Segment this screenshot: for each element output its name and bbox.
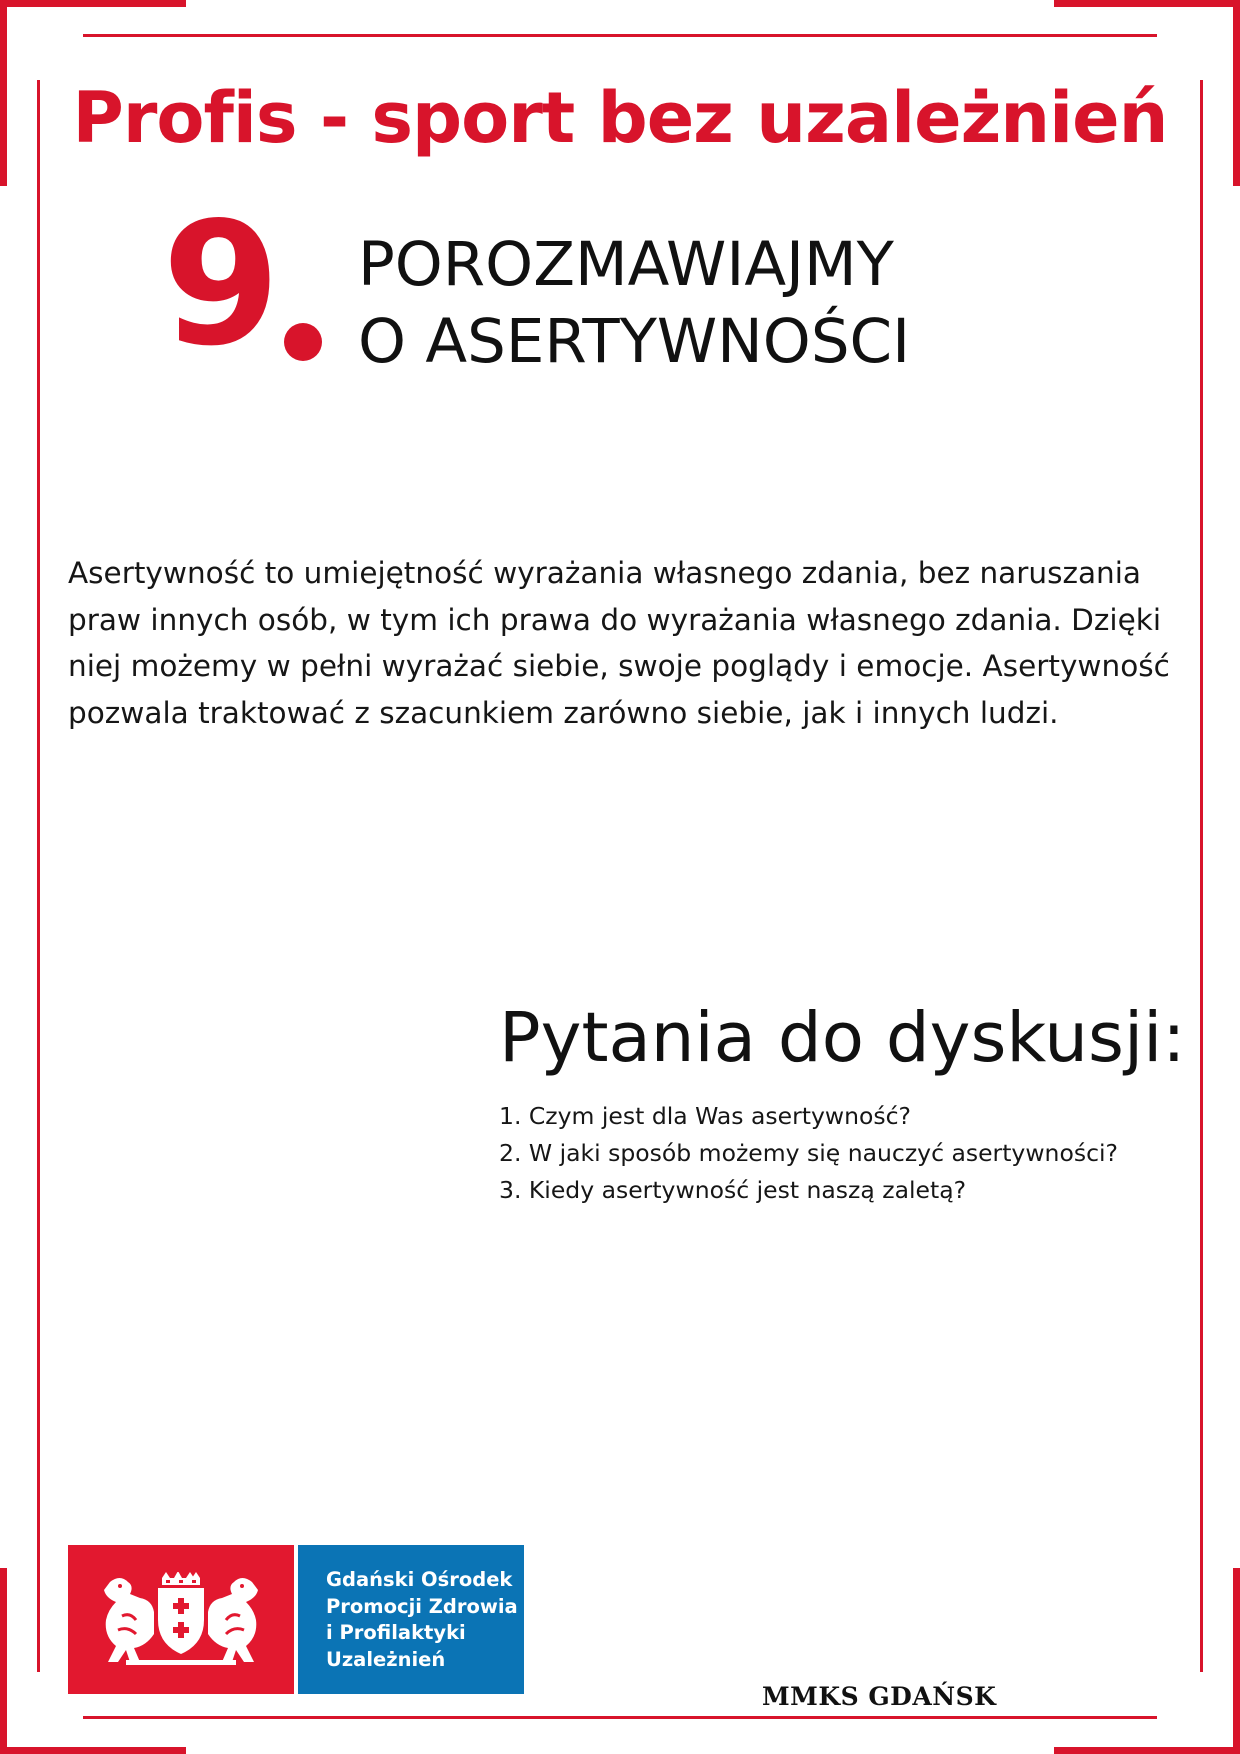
- corner-bottom-right-vertical: [1233, 1568, 1240, 1754]
- logo-text-line: Uzależnień: [326, 1647, 446, 1671]
- corner-top-left-horizontal: [0, 0, 186, 7]
- organization-logo: [68, 1545, 524, 1694]
- corner-bottom-left-vertical: [0, 1568, 7, 1754]
- frame-bottom-line: [83, 1716, 1157, 1719]
- section-title: [358, 226, 910, 380]
- page-title: Profis - sport bez uzależnień: [72, 77, 1168, 159]
- corner-top-right-horizontal: [1054, 0, 1240, 7]
- corner-bottom-left-horizontal: [0, 1747, 186, 1754]
- question-item: 2. W jaki sposób możemy się nauczyć asertywności?: [499, 1139, 1118, 1167]
- logo-text-line: i Profilaktyki: [326, 1621, 466, 1644]
- discussion-heading: Pytania do dyskusji:: [499, 998, 1186, 1078]
- gdansk-coat-of-arms-icon: [96, 1572, 266, 1668]
- club-name: MMKS GDAŃSK: [762, 1682, 997, 1711]
- corner-bottom-right-horizontal: [1054, 1747, 1240, 1754]
- logo-text-panel: [298, 1545, 524, 1694]
- section-title-line-2: O ASERTYWNOŚCI: [358, 306, 911, 377]
- logo-emblem-panel: [68, 1545, 294, 1694]
- frame-right-line: [1200, 80, 1203, 1672]
- frame-left-line: [37, 80, 40, 1672]
- logo-text-line: Gdański Ośrodek: [326, 1568, 513, 1591]
- frame-top-line: [83, 34, 1157, 37]
- discussion-questions: [499, 1098, 1118, 1209]
- section-number: 9: [162, 186, 275, 384]
- section-title-line-1: POROZMAWIAJMY: [358, 229, 894, 300]
- question-item: 3. Kiedy asertywność jest naszą zaletą?: [499, 1176, 967, 1204]
- question-item: 1. Czym jest dla Was asertywność?: [499, 1102, 911, 1130]
- section-number-dot: [284, 323, 322, 361]
- logo-text-line: Promocji Zdrowia: [326, 1594, 518, 1618]
- intro-paragraph: Asertywność to umiejętność wyrażania własnego zdania, bez naruszania praw innych osób, w tym ich prawa do wyrażania własnego zdania. Dzięki niej możemy w pełni wyrażać siebie, swoje poglądy i emocje. Asertywność pozwala traktować z szacunkiem zarówno siebie, jak i innych ludzi.: [68, 556, 1170, 730]
